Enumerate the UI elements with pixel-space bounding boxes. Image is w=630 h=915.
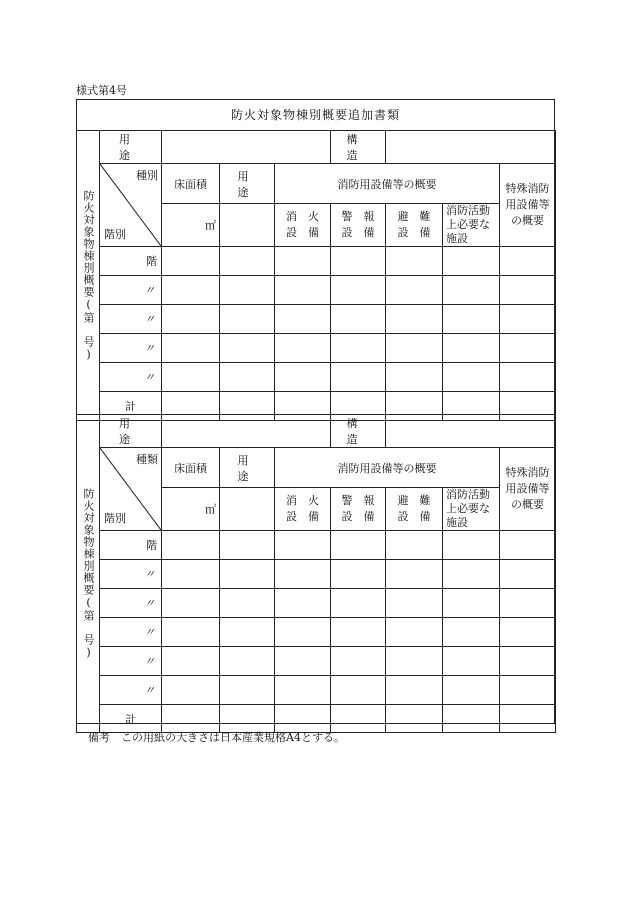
- cell[interactable]: [275, 560, 331, 589]
- cell[interactable]: [386, 247, 443, 276]
- cell[interactable]: [162, 647, 220, 676]
- use-col-label: 用 途: [220, 448, 275, 488]
- cell[interactable]: [220, 276, 275, 305]
- cell[interactable]: [386, 531, 443, 560]
- side-label: 防火対象物棟別概要(第 号): [77, 131, 100, 421]
- cell[interactable]: [275, 676, 331, 705]
- firefighting-facility-label: 消防活動 上必要な 施設: [443, 204, 500, 247]
- cell[interactable]: [275, 363, 331, 392]
- cell[interactable]: [162, 589, 220, 618]
- cell[interactable]: [220, 618, 275, 647]
- cell[interactable]: [162, 276, 220, 305]
- cell[interactable]: [275, 618, 331, 647]
- cell[interactable]: [443, 647, 500, 676]
- alarm-equipment-label: 警 報 設 備: [331, 204, 386, 247]
- special-equipment-label: 特殊消防 用設備等 の概要: [500, 448, 556, 531]
- cell[interactable]: [220, 676, 275, 705]
- extinguishing-equipment-label: 消 火 設 備: [275, 204, 331, 247]
- use-field[interactable]: [162, 131, 331, 164]
- cell[interactable]: [443, 531, 500, 560]
- total-label: 計: [100, 392, 162, 421]
- form-number: 様式第4号: [76, 84, 127, 97]
- cell[interactable]: [275, 589, 331, 618]
- use-label: 用 途: [100, 415, 162, 448]
- cell[interactable]: [331, 676, 386, 705]
- floor-row-label: 〃: [100, 647, 162, 676]
- cell[interactable]: [220, 560, 275, 589]
- floor-row-label: 〃: [100, 334, 162, 363]
- structure-field[interactable]: [386, 415, 556, 448]
- cell[interactable]: [220, 589, 275, 618]
- cell[interactable]: [220, 647, 275, 676]
- floor-row-label: 〃: [100, 276, 162, 305]
- cell[interactable]: [331, 334, 386, 363]
- cell[interactable]: [386, 618, 443, 647]
- cell[interactable]: [443, 276, 500, 305]
- cell[interactable]: [220, 531, 275, 560]
- cell[interactable]: [386, 363, 443, 392]
- use-col-blank: [220, 488, 275, 531]
- cell[interactable]: [162, 676, 220, 705]
- area-unit: ㎡: [162, 488, 220, 531]
- cell[interactable]: [500, 705, 556, 733]
- cell[interactable]: [386, 676, 443, 705]
- cell[interactable]: [162, 560, 220, 589]
- side-label: 防火対象物棟別概要(第 号): [77, 415, 100, 733]
- cell[interactable]: [500, 363, 556, 392]
- cell[interactable]: [331, 305, 386, 334]
- cell[interactable]: [443, 305, 500, 334]
- cell[interactable]: [331, 247, 386, 276]
- cell[interactable]: [500, 531, 556, 560]
- cell[interactable]: [220, 363, 275, 392]
- kind-label: 種別: [136, 169, 158, 182]
- evacuation-equipment-label: 避 難 設 備: [386, 204, 443, 247]
- cell[interactable]: [220, 305, 275, 334]
- cell[interactable]: [443, 334, 500, 363]
- form-frame: [76, 99, 555, 724]
- extinguishing-equipment-label: 消 火 設 備: [275, 488, 331, 531]
- cell[interactable]: [162, 618, 220, 647]
- floor-row-label: 〃: [100, 676, 162, 705]
- firefighting-facility-label: 消防活動 上必要な 施設: [443, 488, 500, 531]
- total-label: 計: [100, 705, 162, 733]
- cell[interactable]: [443, 676, 500, 705]
- floor-row-label: 〃: [100, 363, 162, 392]
- cell[interactable]: [386, 560, 443, 589]
- cell[interactable]: [275, 247, 331, 276]
- cell[interactable]: [331, 531, 386, 560]
- structure-label: 構 造: [331, 131, 386, 164]
- section-table-1: [76, 130, 556, 421]
- cell[interactable]: [500, 589, 556, 618]
- kind-floor-header: [100, 448, 162, 531]
- cell[interactable]: [500, 247, 556, 276]
- floor-row-label: 〃: [100, 305, 162, 334]
- cell[interactable]: [275, 647, 331, 676]
- kind-floor-header: [100, 164, 162, 247]
- cell[interactable]: [331, 589, 386, 618]
- cell[interactable]: [162, 247, 220, 276]
- equipment-group-label: 消防用設備等の概要: [275, 164, 500, 204]
- floor-label: 階別: [104, 228, 126, 241]
- area-unit: ㎡: [162, 204, 220, 247]
- cell[interactable]: [331, 276, 386, 305]
- cell[interactable]: [386, 705, 443, 733]
- floor-row-label: 〃: [100, 618, 162, 647]
- area-label: 床面積: [162, 164, 220, 204]
- floor-label: 階別: [104, 512, 126, 525]
- form-title: 防火対象物棟別概要追加書類: [77, 100, 554, 131]
- cell[interactable]: [500, 305, 556, 334]
- structure-field[interactable]: [386, 131, 556, 164]
- cell[interactable]: [386, 589, 443, 618]
- kind-label: 種類: [136, 453, 158, 466]
- floor-row-label: 〃: [100, 560, 162, 589]
- equipment-group-label: 消防用設備等の概要: [275, 448, 500, 488]
- cell[interactable]: [275, 305, 331, 334]
- cell[interactable]: [386, 334, 443, 363]
- cell[interactable]: [500, 618, 556, 647]
- cell[interactable]: [275, 531, 331, 560]
- cell[interactable]: [386, 276, 443, 305]
- cell[interactable]: [331, 560, 386, 589]
- floor-row-label: 階: [100, 247, 162, 276]
- cell[interactable]: [500, 560, 556, 589]
- cell[interactable]: [331, 363, 386, 392]
- cell[interactable]: [331, 647, 386, 676]
- cell[interactable]: [443, 560, 500, 589]
- use-field[interactable]: [162, 415, 331, 448]
- structure-label: 構 造: [331, 415, 386, 448]
- cell[interactable]: [162, 305, 220, 334]
- cell[interactable]: [386, 305, 443, 334]
- cell[interactable]: [500, 676, 556, 705]
- cell[interactable]: [220, 247, 275, 276]
- section-table-2: [76, 414, 556, 733]
- cell[interactable]: [162, 334, 220, 363]
- cell[interactable]: [443, 705, 500, 733]
- alarm-equipment-label: 警 報 設 備: [331, 488, 386, 531]
- cell[interactable]: [220, 334, 275, 363]
- cell[interactable]: [443, 247, 500, 276]
- cell[interactable]: [162, 531, 220, 560]
- cell[interactable]: [443, 589, 500, 618]
- cell[interactable]: [275, 276, 331, 305]
- remarks-note: 備考 この用紙の大きさは日本産業規格A4とする。: [88, 731, 345, 744]
- floor-row-label: 〃: [100, 589, 162, 618]
- evacuation-equipment-label: 避 難 設 備: [386, 488, 443, 531]
- use-col-blank: [220, 204, 275, 247]
- use-label: 用 途: [100, 131, 162, 164]
- cell[interactable]: [331, 618, 386, 647]
- use-col-label: 用 途: [220, 164, 275, 204]
- cell[interactable]: [500, 334, 556, 363]
- floor-row-label: 階: [100, 531, 162, 560]
- cell[interactable]: [275, 334, 331, 363]
- special-equipment-label: 特殊消防 用設備等 の概要: [500, 164, 556, 247]
- cell[interactable]: [443, 618, 500, 647]
- cell[interactable]: [443, 363, 500, 392]
- cell[interactable]: [386, 647, 443, 676]
- area-label: 床面積: [162, 448, 220, 488]
- cell[interactable]: [162, 363, 220, 392]
- cell[interactable]: [500, 276, 556, 305]
- cell[interactable]: [500, 647, 556, 676]
